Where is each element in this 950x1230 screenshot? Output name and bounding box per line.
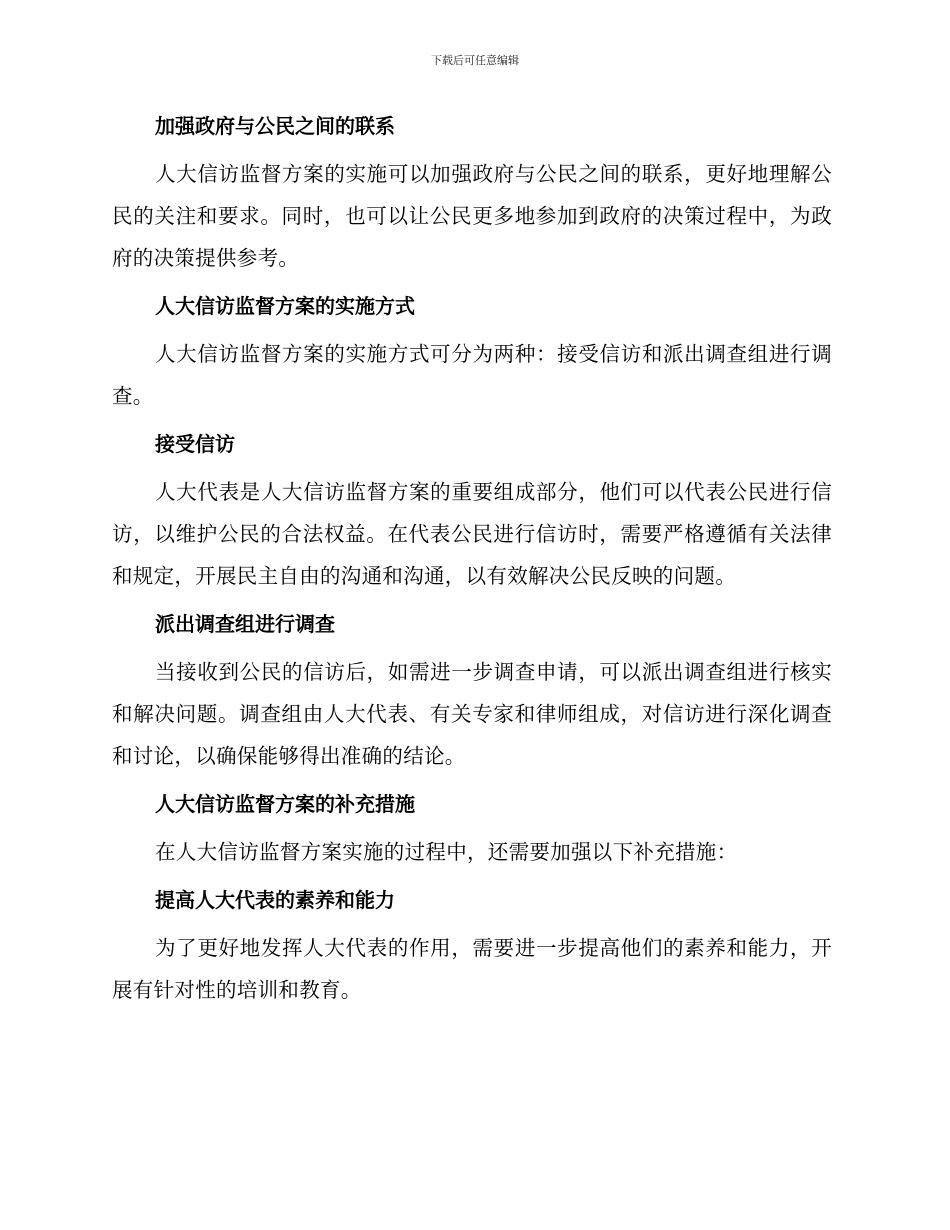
section-paragraph: 人大代表是人大信访监督方案的重要组成部分，他们可以代表公民进行信访，以维护公民的合法权益。在代表公民进行信访时，需要严格遵循有关法律和规定，开展民主自由的沟通和沟通，以有效解决公民反映的问题。 [112, 480, 832, 588]
section-paragraph: 在人大信访监督方案实施的过程中，还需要加强以下补充措施： [155, 840, 738, 864]
section-heading: 人大信访监督方案的补充措施 [155, 792, 415, 816]
section-paragraph: 当接收到公民的信访后，如需进一步调查申请，可以派出调查组进行核实和解决问题。调查组由人大代表、有关专家和律师组成，对信访进行深化调查和讨论，以确保能够得出准确的结论。 [112, 660, 832, 768]
section-heading: 人大信访监督方案的实施方式 [155, 294, 415, 318]
document-body [112, 110, 832, 1022]
section-paragraph: 人大信访监督方案的实施可以加强政府与公民之间的联系，更好地理解公民的关注和要求。同时，也可以让公民更多地参加到政府的决策过程中，为政府的决策提供参考。 [112, 162, 832, 270]
section-paragraph: 为了更好地发挥人大代表的作用，需要进一步提高他们的素养和能力，开展有针对性的培训和教育。 [112, 936, 832, 1002]
section-heading: 提高人大代表的素养和能力 [155, 888, 395, 912]
page-header-note: 下载后可任意编辑 [431, 54, 519, 67]
section-heading: 派出调查组进行调查 [155, 612, 335, 636]
section-paragraph: 人大信访监督方案的实施方式可分为两种：接受信访和派出调查组进行调查。 [112, 342, 832, 408]
section-heading: 接受信访 [155, 432, 235, 456]
section-heading: 加强政府与公民之间的联系 [155, 114, 395, 138]
